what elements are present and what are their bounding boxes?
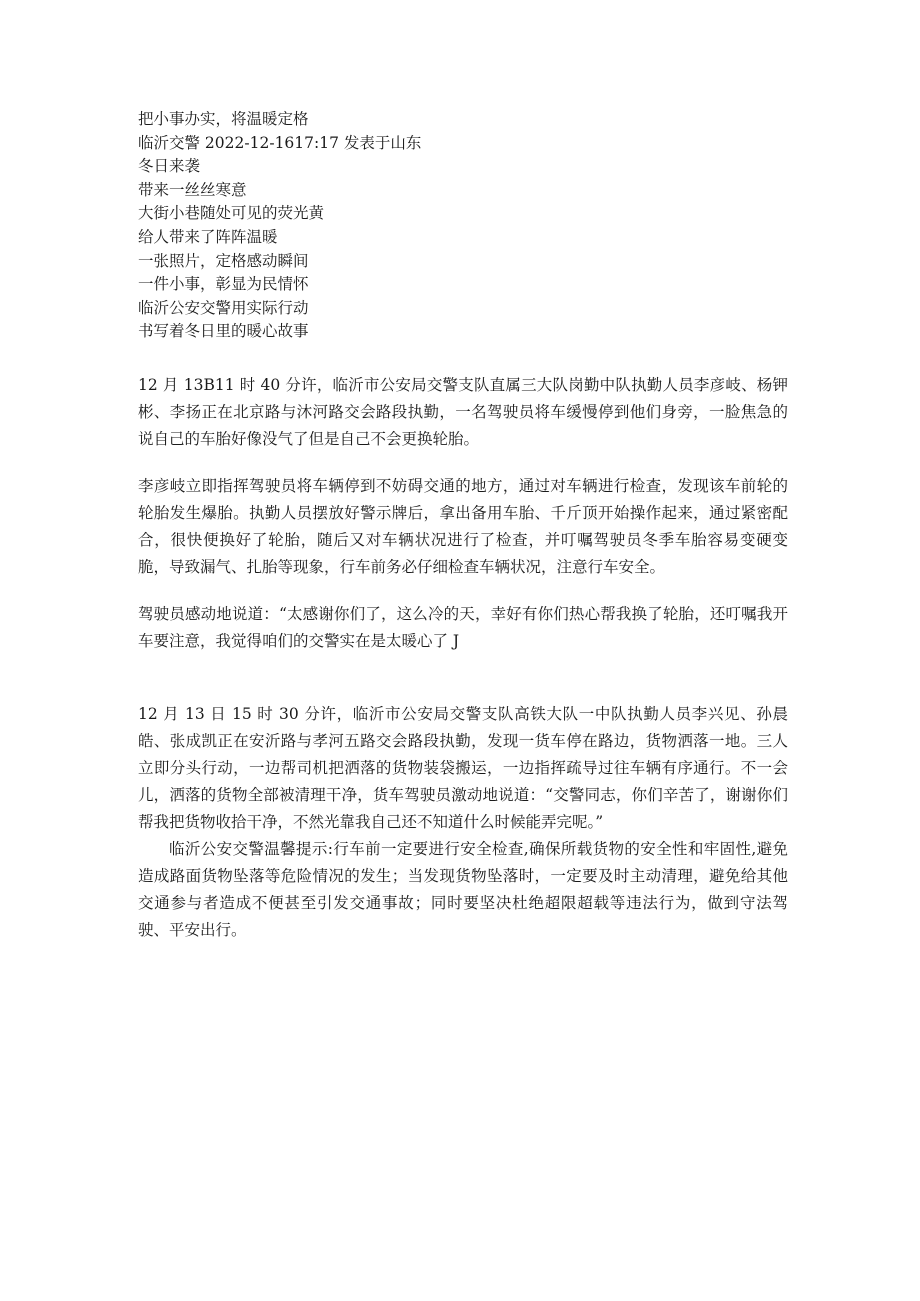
article-meta: 临沂交警 2022-12-1617:17 发表于山东 bbox=[138, 133, 422, 152]
intro-line: 冬日来袭 bbox=[138, 157, 201, 176]
paragraph-tire-change: 李彦岐立即指挥驾驶员将车辆停到不妨碍交通的地方，通过对车辆进行检查，发现该车前轮的轮胎发生爆胎。执勤人员摆放好警示牌后，拿出备用车胎、千斤顶开始操作起来，通过紧密配合，很快便换好了轮胎，随后又对车辆状况进行了检查，并叮嘱驾驶员冬季车胎容易变硬变脆，导致漏气、扎胎等现象，行车前务必仔细检查车辆状况，注意行车安全。 bbox=[138, 476, 788, 576]
paragraph-tire-incident: 12 月 13B11 时 40 分许，临沂市公安局交警支队直属三大队岗勤中队执勤人员李彦岐、杨钾彬、李扬正在北京路与沐河路交会路段执勤，一名驾驶员将车缓慢停到他们身旁，一脸焦急的说自己的车胎好像没气了但是自己不会更换轮胎。 bbox=[138, 375, 788, 448]
article-title: 把小事办实，将温暖定格 bbox=[138, 110, 309, 128]
paragraph-safety-tips: 临沂公安交警温馨提示:行车前一定要进行安全检查,确保所载货物的安全性和牢固性,避免造成路面货物坠落等危险情况的发生；当发现货物坠落时，一定要及时主动清理，避免给其他交通参与者造成不便甚至引发交通事故；同时要坚决杜绝超限超载等违法行为，做到守法驾驶、平安出行。 bbox=[138, 839, 788, 939]
paragraph-driver-thanks: 驾驶员感动地说道：“太感谢你们了，这么冷的天，幸好有你们热心帮我换了轮胎，还叮嘱我开车要注意，我觉得咱们的交警实在是太暖心了 J bbox=[138, 604, 788, 650]
article bbox=[138, 108, 788, 944]
intro-line: 带来一丝丝寒意 bbox=[138, 180, 247, 199]
paragraph-cargo-incident: 12 月 13 日 15 时 30 分许，临沂市公安局交警支队高铁大队一中队执勤人员李兴见、孙晨皓、张成凯正在安沂路与孝河五路交会路段执勤，发现一货车停在路边，货物洒落一地。三人立即分头行动，一边帮司机把洒落的货物装袋搬运，一边指挥疏导过往车辆有序通行。不一会儿，洒落的货物全部被清理干净，货车驾驶员激动地说道：“交警同志，你们辛苦了，谢谢你们帮我把货物收拾干净，不然光靠我自己还不知道什么时候能弄完呢。” bbox=[138, 704, 788, 831]
intro-line: 给人带来了阵阵温暖 bbox=[138, 227, 278, 246]
intro-line: 大街小巷随处可见的荧光黄 bbox=[138, 204, 325, 223]
intro-line: 一件小事，彰显为民情怀 bbox=[138, 275, 309, 294]
intro-line: 临沂公安交警用实际行动 bbox=[138, 298, 309, 317]
intro-line: 一张照片，定格感动瞬间 bbox=[138, 251, 309, 270]
intro-line: 书写着冬日里的暖心故事 bbox=[138, 322, 309, 341]
